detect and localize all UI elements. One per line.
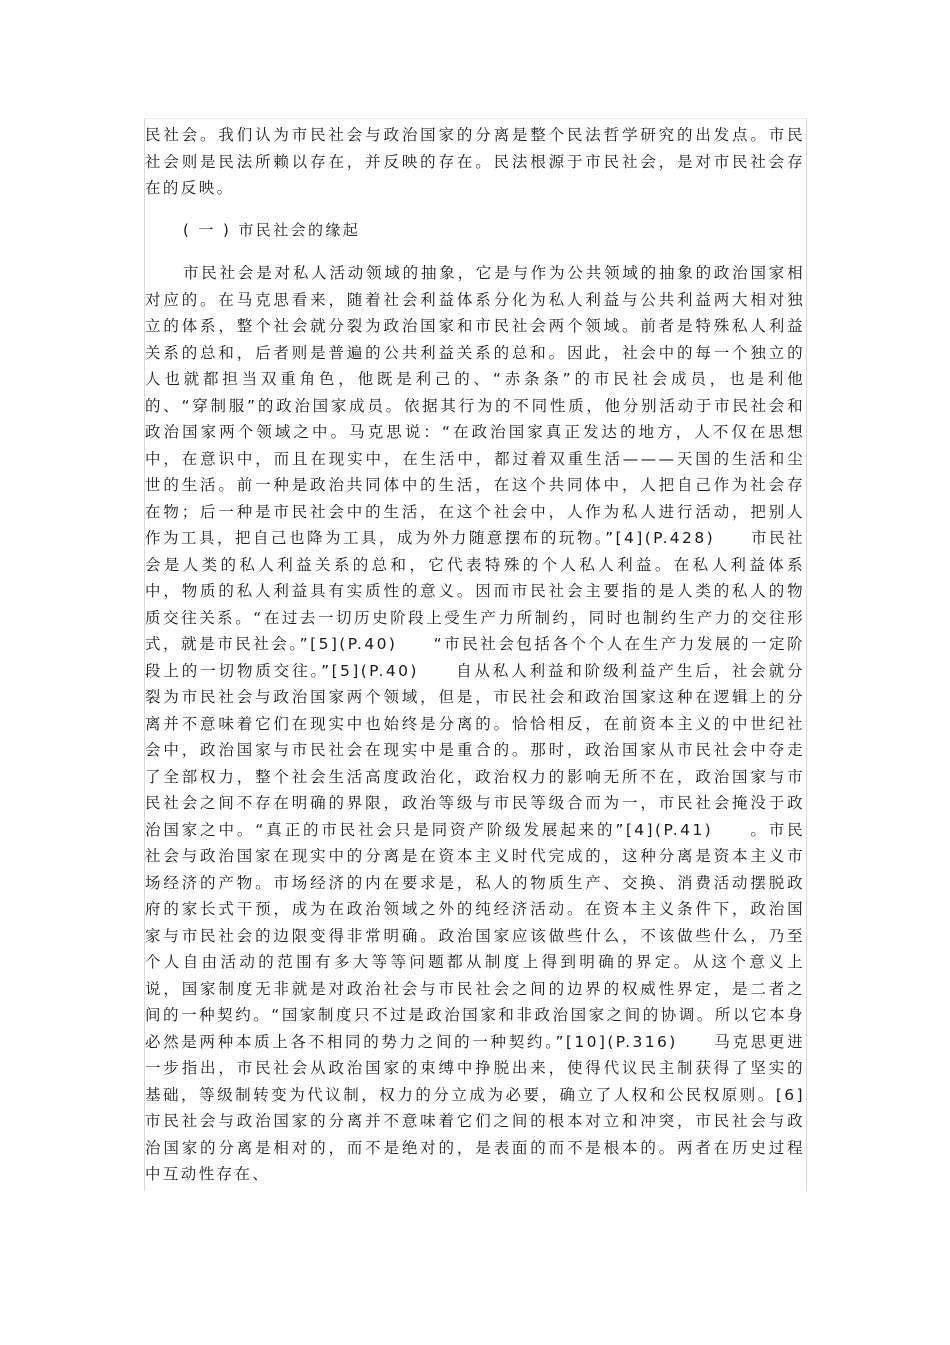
paragraph-intro: 民社会。我们认为市民社会与政治国家的分离是整个民法哲学研究的出发点。市民社会则是民法所赖以存在，并反映的存在。民法根源于市民社会，是对市民社会存在的反映。	[145, 126, 805, 197]
section-heading: ( 一 ) 市民社会的缘起	[183, 221, 361, 239]
paragraph-body: 市民社会是对私人活动领域的抽象，它是与作为公共领域的抽象的政治国家相对应的。在马克思看来，随着社会利益体系分化为私人利益与公共利益两大相对独立的体系，整个社会就分裂为政治国家和市民社会两个领域。前者是特殊私人利益关系的总和，后者则是普遍的公共利益关系的总和。因此，社会中的每一个独立的人也就都担当双重角色，他既是利己的、“赤条条”的市民社会成员，也是利他的、“穿制服”的政治国家成员。依据其行为的不同性质，他分别活动于市民社会和政治国家两个领域之中。马克思说：“在政治国家真正发达的地方，人不仅在思想中，在意识中，而且在现实中，在生活中，都过着双重生活———天国的生活和尘世的生活。前一种是政治共同体中的生活，在这个共同体中，人把自己作为社会存在物；后一种是市民社会中的生活，在这个社会中，人作为私人进行活动，把别人作为工具，把自己也降为工具，成为外力随意摆布的玩物。”[4](P.428) 市民社会是人类的私人利益关系的总和，它代表特殊的个人私人利益。在私人利益体系中，物质的私人利益具有实质性的意义。因而市民社会主要指的是人类的私人的物质交往关系。“在过去一切历史阶段上受生产力所制约，同时也制约生产力的交往形式，就是市民社会。”[5](P.40) “市民社会包括各个个人在生产力发展的一定阶段上的一切物质交往。”[5](P.40) 自从私人利益和阶级利益产生后，社会就分裂为市民社会与政治国家两个领域，但是，市民社会和政治国家这种在逻辑上的分离并不意味着它们在现实中也始终是分离的。恰恰相反，在前资本主义的中世纪社会中，政治国家与市民社会在现实中是重合的。那时，政治国家从市民社会中夺走了全部权力，整个社会生活高度政治化，政治权力的影响无所不在，政治国家与市民社会之间不存在明确的界限，政治等级与市民等级合而为一，市民社会掩没于政治国家之中。“真正的市民社会只是同资产阶级发展起来的”[4](P.41) 。市民社会与政治国家在现实中的分离是在资本主义时代完成的，这种分离是资本主义市场经济的产物。市场经济的内在要求是，私人的物质生产、交换、消费活动摆脱政府的家长式干预，成为在政治领域之外的纯经济活动。在资本主义条件下，政治国家与市民社会的边限变得非常明确。政治国家应该做些什么，不该做些什么，乃至个人自由活动的范围有多大等等问题都从制度上得到明确的界定。从这个意义上说，国家制度无非就是对政治社会与市民社会之间的边界的权威性界定，是二者之间的一种契约。“国家制度只不过是政治国家和非政治国家之间的协调。所以它本身必然是两种本质上各不相同的势力之间的一种契约。”[10](P.316) 马克思更进一步指出，市民社会从政治国家的束缚中挣脱出来，使得代议民主制获得了坚实的基础，等级制转变为代议制，权力的分立成为必要，确立了人权和公民权原则。[6] 市民社会与政治国家的分离并不意味着它们之间的根本对立和冲突，市民社会与政治国家的分离是相对的，而不是绝对的，是表面的而不是根本的。两者在历史过程中互动性存在、	[145, 264, 823, 1183]
